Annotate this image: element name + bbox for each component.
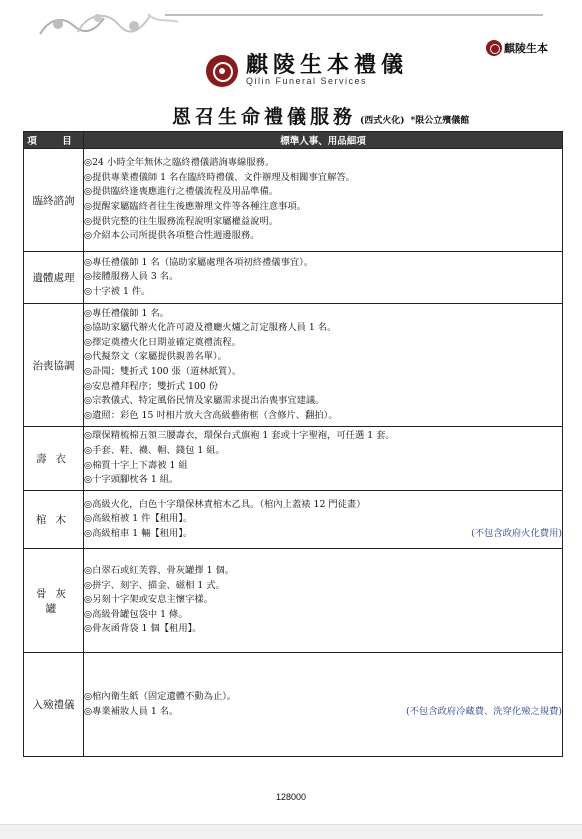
row-items: [84, 653, 563, 757]
header-item: 項 目: [24, 132, 84, 149]
list-item: ◎安息禮拜程序；雙折式 100 份: [84, 380, 219, 392]
list-item: ◎代擬祭文（家屬提供親善名單）。: [84, 351, 227, 363]
table-row: [24, 252, 563, 304]
row-items: [84, 549, 563, 653]
floral-decoration: [38, 8, 188, 38]
row-category: 壽衣: [24, 427, 84, 491]
logo-mark-icon: [486, 40, 502, 56]
row-items: [84, 491, 563, 549]
row-category: 骨灰罐: [24, 549, 84, 653]
list-item: ◎宗教儀式、特定風俗民情及家屬需求提出治喪事宜建議。: [84, 395, 325, 407]
table-row: [24, 549, 563, 653]
top-divider-line: [165, 14, 543, 16]
list-item: ◎介紹本公司所提供各項整合性週邊服務。: [84, 230, 260, 242]
list-item: ◎提醒家屬臨終者往生後應辦理文件等各種注意事項。: [84, 201, 306, 212]
list-item: ◎接體服務人員 3 名。: [84, 271, 179, 283]
list-item: ◎骨灰函背袋 1 個【租用】。: [84, 623, 202, 635]
title-sub: (西式火化): [360, 116, 405, 126]
brand-name-cn: 麒陵生本禮儀: [246, 52, 409, 78]
list-item: ◎棉質十字上下壽被 1 組: [84, 459, 188, 471]
row-category: 入殮禮儀: [24, 653, 84, 757]
table-header-row: [24, 132, 563, 149]
row-items: [84, 252, 563, 304]
row-category: 遺體處理: [24, 252, 84, 304]
list-item: ◎環保精梳棉五領三腰壽衣，環保台式旗袍 1 套或十字聖袍，可任選 1 套。: [84, 430, 395, 442]
list-item: ◎專業補妝人員 1 名。: [84, 705, 179, 717]
list-item: ◎擇定奠禮火化日期並確定奠禮流程。: [84, 336, 241, 348]
row-category: 棺木: [24, 491, 84, 549]
list-item: ◎高級棺被 1 件【租用】。: [84, 513, 193, 525]
list-item: ◎十字被 1 件。: [84, 285, 151, 297]
document-title: [172, 102, 469, 129]
list-item: ◎24 小時全年無休之臨終禮儀諮詢專線服務。: [84, 157, 275, 169]
list-item: ◎遺照：彩色 15 吋相片放大含高級藝術框（含修片、翻拍）。: [84, 409, 338, 421]
list-item: ◎十字頭腳枕各 1 組。: [84, 474, 179, 486]
list-item: ◎高級骨罐包袋中 1 條。: [84, 608, 188, 620]
list-item: ◎提供完整的往生服務流程說明家屬權益說明。: [84, 215, 279, 227]
list-item: ◎另刻十字架或安息主懷字樣。: [84, 594, 213, 606]
title-note: *限公立殯儀館: [410, 116, 470, 126]
row-items: [84, 427, 563, 491]
row-remark: (不包含政府冷藏費、洗穿化殮之規費): [405, 705, 562, 717]
row-items: [84, 149, 563, 252]
main-logo: [206, 54, 408, 87]
table-row: [24, 491, 563, 549]
table-row: [24, 304, 563, 427]
list-item: ◎拼字、刻字、描金、磁相 1 式。: [84, 579, 225, 591]
list-item: ◎高級棺車 1 輛【租用】。: [84, 527, 193, 539]
service-table: [23, 131, 563, 757]
list-item: ◎提供專業禮儀師 1 名在臨終時禮儀、文件辦理及相關事宜解答。: [84, 171, 355, 183]
table-row: [24, 149, 563, 252]
list-item: ◎提供臨終逢喪應進行之禮儀流程及用品準備。: [84, 186, 279, 198]
logo-seal-icon: [206, 55, 238, 87]
list-item: ◎手套、鞋、襪、帽、錢包 1 組。: [84, 444, 225, 456]
row-category: 治喪協調: [24, 304, 84, 427]
row-remark: (不包含政府火化費用): [471, 527, 562, 539]
row-category: 臨終諮詢: [24, 149, 84, 252]
corner-logo-text: 麒陵生本: [504, 42, 548, 55]
list-item: ◎訃聞；雙折式 100 張（道林紙質）。: [84, 366, 242, 377]
table-row: [24, 427, 563, 491]
list-item: ◎協助家屬代辦火化許可證及禮廳火爐之訂定服務人員 1 名。: [84, 322, 337, 334]
list-item: ◎專任禮儀師 1 名（協助家屬處理各項初終禮儀事宜）。: [84, 256, 314, 268]
list-item: ◎棺內衛生紙（固定遺體不動為止）。: [84, 690, 237, 702]
header-details: 標準人事、用品細項: [84, 132, 563, 149]
list-item: ◎專任禮儀師 1 名。: [84, 307, 170, 319]
list-item: ◎高級火化，白色十字環保林責棺木乙具。（棺內上蓋裱 12 門徒畫）: [84, 498, 366, 510]
price-total: 128000: [275, 792, 307, 802]
brand-name-en: Qilin Funeral Services: [246, 76, 368, 86]
list-item: ◎白翠石或紅芙蓉、骨灰罐擇 1 個。: [84, 565, 235, 577]
corner-logo: [486, 38, 548, 58]
title-main: 恩召生命禮儀服務: [172, 106, 357, 128]
row-items: [84, 304, 563, 427]
table-row: [24, 653, 563, 757]
page-bottom-bar: [0, 824, 582, 839]
